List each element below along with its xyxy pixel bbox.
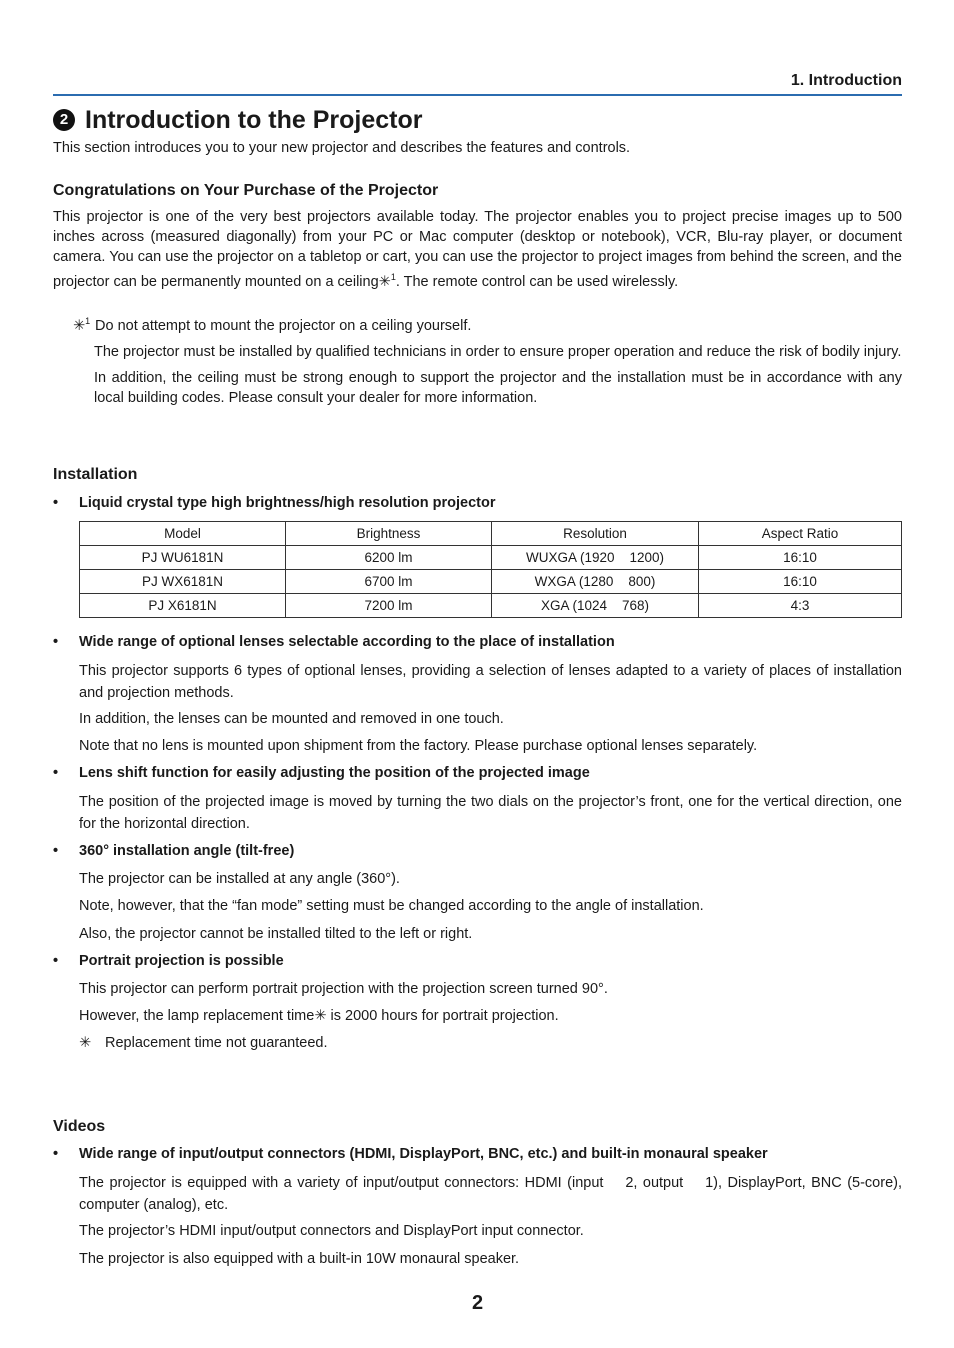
page-title [53,104,902,136]
bullet-item [53,493,902,513]
bullet-heading: Liquid crystal type high brightness/high resolution projector [79,495,496,511]
bullet-dot: • [53,765,59,781]
bullet-heading: Wide range of optional lenses selectable according to the place of installation [79,634,615,650]
bullet-dot: • [53,495,59,511]
bullet-item [53,841,902,861]
page-title-text: Introduction to the Projector [85,106,423,134]
body-paragraph: This projector can perform portrait projection with the projection screen turned 90°. [79,981,608,997]
body-note [79,1033,902,1053]
bullet-dot: • [53,1146,59,1162]
body-paragraph: Also, the projector cannot be installed tilted to the left or right. [79,926,473,942]
table-cell: 16:10 [699,546,902,570]
table-cell: 6700 lm [286,570,492,594]
asterisk-mark: ✳ [79,1035,92,1051]
footnote-marker: ✳ [378,273,391,290]
installation-section [53,464,902,1053]
congrats-body-end: . The remote control can be used wirelessly. [395,273,679,290]
section-number-badge: 2 [53,109,75,131]
bullet-heading: Lens shift function for easily adjusting the position of the projected image [79,765,590,781]
footnote-note-superscript: 1 [85,315,91,326]
table-row [80,570,902,594]
bullet-dot: • [53,634,59,650]
table-header-cell: Brightness [286,522,492,546]
body-paragraph [79,1006,902,1026]
spec-table [79,521,902,618]
running-header: 1. Introduction [53,70,902,96]
intro-paragraph: This section introduces you to your new projector and describes the features and controls. [53,140,631,156]
footnote-text: Do not attempt to mount the projector on a ceiling yourself. [95,317,472,334]
body-paragraph: The projector’s HDMI input/output connectors and DisplayPort input connector. [79,1223,584,1239]
body-paragraph: The position of the projected image is moved by turning the two dials on the projector’s front, one for the vertical direction, one for the horizontal direction. [79,794,902,832]
bullet-item [53,763,902,783]
table-cell: PJ WX6181N [80,570,286,594]
table-cell: XGA (1024 768) [492,594,699,618]
bullet-dot: • [53,843,59,859]
congrats-body [53,207,902,292]
body-paragraph: Note, however, that the “fan mode” setting must be changed according to the angle of installation. [79,898,704,914]
bullet-heading: Portrait projection is possible [79,953,284,969]
table-header-row [80,522,902,546]
footnote-paragraph-2: In addition, the ceiling must be strong enough to support the projector and the installation must be in accordance with any local building codes. Please consult your dealer for more information. [94,369,902,406]
congrats-section [53,180,902,408]
table-cell: 7200 lm [286,594,492,618]
videos-section [53,1116,907,1269]
body-paragraph: This projector supports 6 types of optional lenses, providing a selection of lenses adapted to a variety of places of installation and projection methods. [79,663,902,701]
bullet-dot: • [53,953,59,969]
footnote-paragraph-1: The projector must be installed by qualified technicians in order to ensure proper operation and reduce the risk of bodily injury. [94,343,902,360]
bullet-item [53,1144,902,1164]
table-header-cell: Model [80,522,286,546]
asterisk-mark: ✳ [314,1008,327,1024]
asterisk-mark: ✳ [73,317,86,334]
body-text: is 2000 hours for portrait projection. [326,1008,559,1024]
table-header-cell: Aspect Ratio [699,522,902,546]
congrats-heading: Congratulations on Your Purchase of the Projector [53,182,439,199]
body-paragraph: The projector can be installed at any angle (360°). [79,871,400,887]
table-cell: 16:10 [699,570,902,594]
body-paragraph: The projector is equipped with a variety of input/output connectors: HDMI (input 2, output 1), DisplayPort, BNC (5-core), computer (analog), etc. [79,1175,907,1213]
bullet-item [53,632,902,652]
body-paragraph: Note that no lens is mounted upon shipment from the factory. Please purchase optional lenses separately. [79,738,758,754]
footnote-note-marker [73,311,95,336]
body-paragraph: The projector is also equipped with a built-in 10W monaural speaker. [79,1251,520,1267]
table-cell: WXGA (1280 800) [492,570,699,594]
bullet-heading: Wide range of input/output connectors (HDMI, DisplayPort, BNC, etc.) and built-in monaural speaker [79,1146,768,1162]
installation-heading: Installation [53,466,138,483]
footnote-superscript: 1 [390,272,396,282]
table-row [80,546,902,570]
table-header-cell: Resolution [492,522,699,546]
table-cell: WUXGA (1920 1200) [492,546,699,570]
page-number: 2 [471,1292,484,1314]
bullet-item [53,951,902,971]
table-cell: PJ X6181N [80,594,286,618]
videos-heading: Videos [53,1118,106,1135]
footnote-first-line [53,311,902,336]
table-row [80,594,902,618]
table-cell: 6200 lm [286,546,492,570]
body-paragraph: In addition, the lenses can be mounted and removed in one touch. [79,711,504,727]
table-cell: PJ WU6181N [80,546,286,570]
bullet-heading: 360° installation angle (tilt-free) [79,843,295,859]
body-text: Replacement time not guaranteed. [105,1035,328,1051]
body-text: However, the lamp replacement time [79,1008,315,1024]
congrats-body-text: This projector is one of the very best projectors available today. The projector enables you to project precise images up to 500 inches across (measured diagonally) from your PC or Mac computer (desktop or notebook), VCR, Blu-ray player, or document camera. You can use the projector on a tabletop or cart, you can use the projector to project images from behind the screen, and the projector can be permanently mounted on a ceiling [53,209,902,290]
table-cell: 4:3 [699,594,902,618]
